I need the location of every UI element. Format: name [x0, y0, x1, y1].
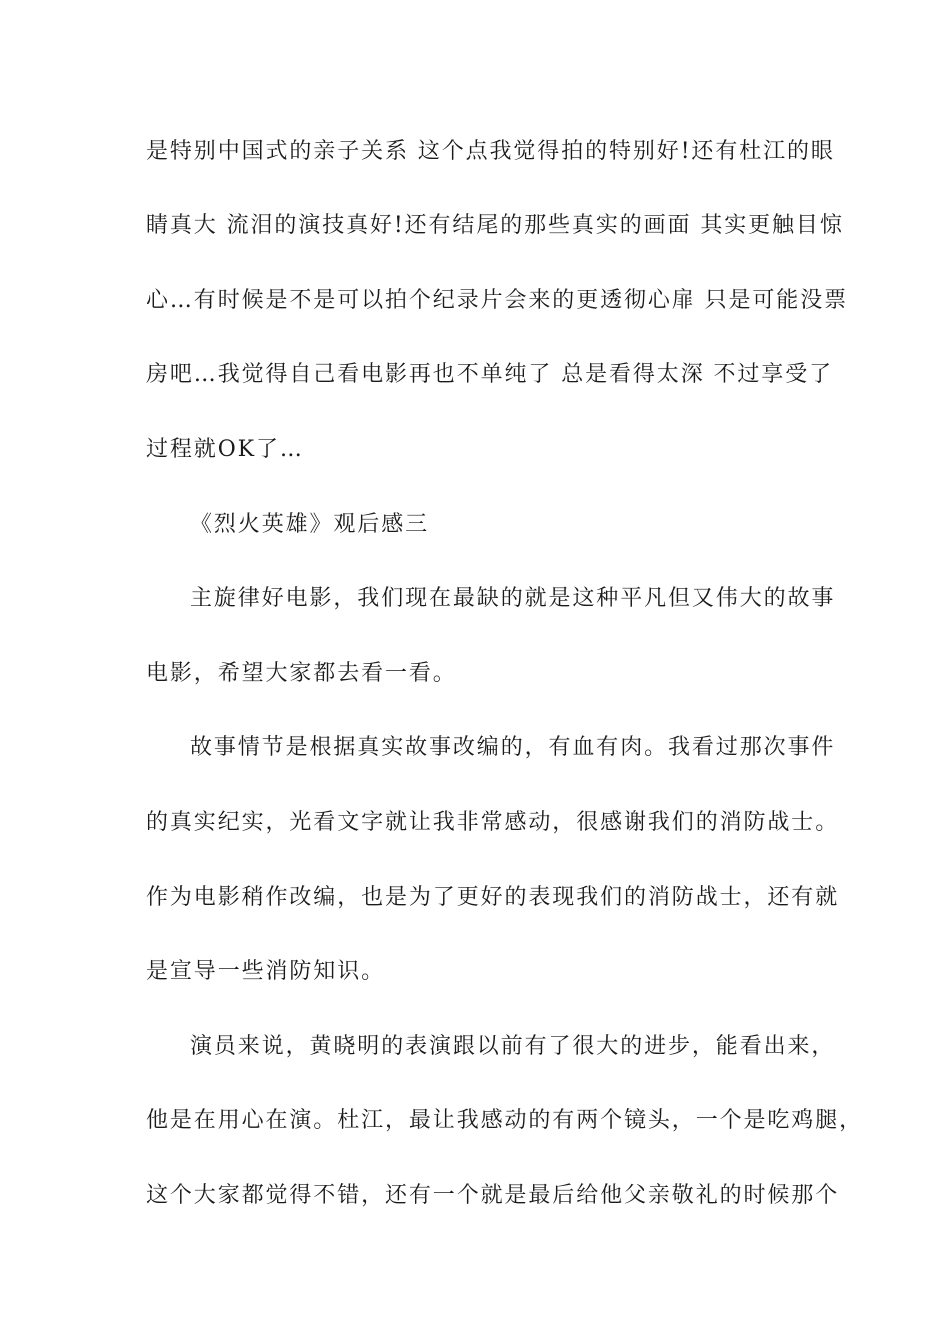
body-text-line: 过程就OK了… — [146, 437, 304, 462]
paragraph-first-line: 主旋律好电影，我们现在最缺的就是这种平凡但又伟大的故事 — [190, 586, 836, 611]
body-text-line: 是特别中国式的亲子关系 这个点我觉得拍的特别好!还有杜江的眼 — [146, 139, 835, 164]
body-text-line: 他是在用心在演。杜江，最让我感动的有两个镜头，一个是吃鸡腿， — [146, 1108, 864, 1133]
body-text-line: 睛真大 流泪的演技真好!还有结尾的那些真实的画面 其实更触目惊 — [146, 213, 844, 238]
body-text-line: 作为电影稍作改编，也是为了更好的表现我们的消防战士，还有就 — [146, 885, 840, 910]
body-text-line: 电影，希望大家都去看一看。 — [146, 661, 457, 686]
body-text-line: 的真实纪实，光看文字就让我非常感动，很感谢我们的消防战士。 — [146, 810, 840, 835]
paragraph-first-line: 故事情节是根据真实故事改编的，有血有肉。我看过那次事件 — [190, 735, 836, 760]
body-text-line: 心…有时候是不是可以拍个纪录片会来的更透彻心扉 只是可能没票 — [146, 288, 848, 313]
body-text-line: 房吧…我觉得自己看电影再也不单纯了 总是看得太深 不过享受了 — [146, 362, 833, 387]
body-text-line: 这个大家都觉得不错，还有一个就是最后给他父亲敬礼的时候那个 — [146, 1183, 840, 1208]
body-text-line: 是宣导一些消防知识。 — [146, 959, 386, 984]
section-heading: 《烈火英雄》观后感三 — [190, 512, 430, 537]
paragraph-first-line: 演员来说，黄晓明的表演跟以前有了很大的进步，能看出来， — [190, 1034, 836, 1059]
